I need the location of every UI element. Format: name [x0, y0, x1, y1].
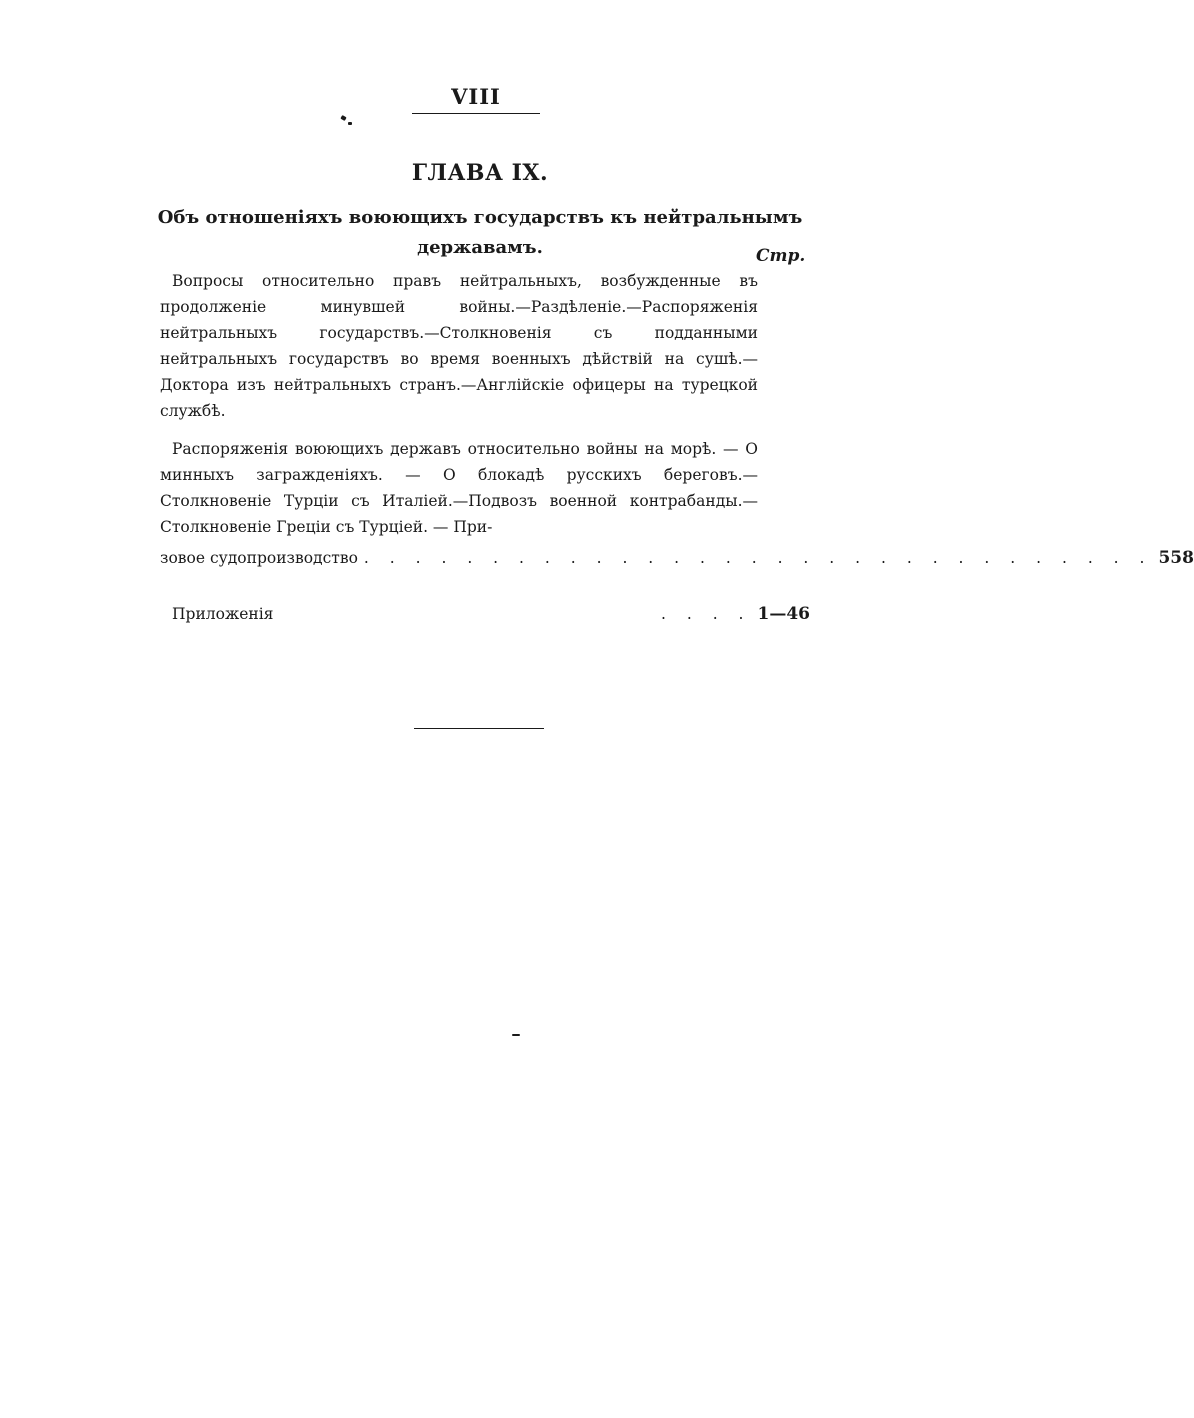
ink-speck	[512, 1034, 520, 1036]
header-rule	[412, 113, 540, 114]
chapter-title: ГЛАВА IX.	[411, 160, 549, 186]
toc-entry-last-line: зовое судопроизводство	[160, 549, 358, 567]
section-heading: Объ отношеніяхъ воюющихъ государствъ къ нейтральнымъ державамъ.	[157, 207, 803, 258]
toc-entry-appendix	[172, 604, 810, 624]
page-column-label: Стр.	[756, 246, 806, 266]
toc-entry-neutral-rights: Вопросы относительно правъ нейтральныхъ, возбужденные въ продолженіе минувшей войны.—Раздѣленіе.—Распоряженія нейтральныхъ государствъ.—Столкновенія съ подданными нейтральныхъ государствъ во время военныхъ дѣйствій на сушѣ.—Доктора изъ нейтральныхъ странъ.—Англійскіе офицеры на турецкой службѣ.	[160, 272, 758, 420]
toc-entry-prize-court	[160, 548, 1194, 568]
ink-speck	[348, 122, 352, 125]
footer-rule	[414, 728, 544, 729]
toc-entry-text: Распоряженія воюющихъ державъ относительно войны на морѣ. — О минныхъ загражденіяхъ. — О блокадѣ русскихъ береговъ.—Столкновеніе Турціи съ Италіей.—Подвозъ военной контрабанды.—Столкновеніе Греціи съ Турціей. — При-	[160, 440, 758, 536]
page-number: VIII	[451, 84, 501, 109]
ink-speck	[340, 115, 346, 121]
leader-dots: . . . . . . . . . . . . . . . . . . . . . . . . . . . . . . .	[363, 549, 1153, 567]
toc-entry-naval-war	[160, 436, 758, 540]
appendix-label: Приложенія	[172, 605, 274, 623]
leader-dots: . . . .	[661, 605, 752, 623]
toc-page-number: 558	[1158, 548, 1194, 568]
appendix-page-range: 1—46	[757, 604, 810, 624]
